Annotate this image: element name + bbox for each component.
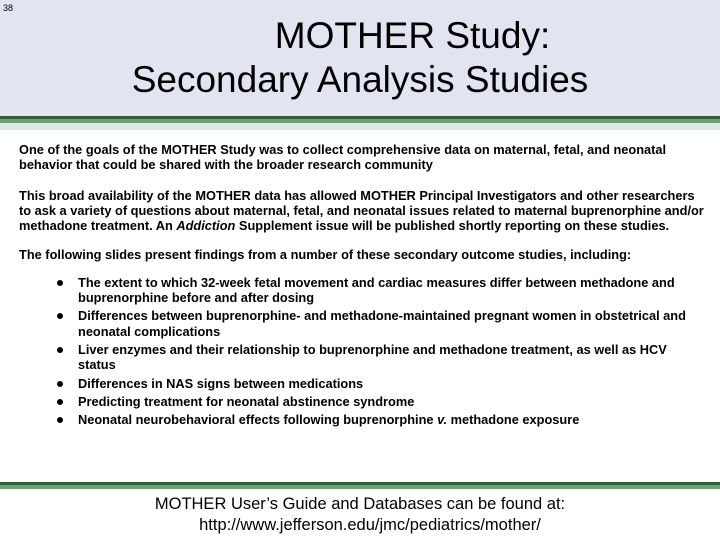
list-item [19,308,704,339]
footer-note [0,494,720,536]
paragraph-goals: One of the goals of the MOTHER Study was to collect comprehensive data on maternal, fetal, and neonatal behavior that could be shared with the broader research community [19,142,667,173]
slide-number: 38 [3,3,14,13]
journal-name: Addiction [176,218,236,234]
list-item-text: Differences in NAS signs between medications [78,375,364,391]
footer-url[interactable]: http://www.jefferson.edu/jmc/pediatrics/mother/ [199,516,541,534]
bullet-icon [57,417,63,423]
slide-title-line1: MOTHER Study: [274,15,551,56]
paragraph-availability-text-end: Supplement issue will be published shortly reporting on these studies. [235,218,670,234]
list-item-text: The extent to which 32-week fetal movement and cardiac measures differ between methadone and buprenorphine before and after dosing [78,274,675,306]
paragraph-availability [19,188,709,234]
bullet-list [19,275,709,428]
bullet-icon [57,381,63,387]
list-item-text-end: methadone exposure [447,412,580,428]
bullet-icon [57,280,63,286]
footer-divider-green [0,485,720,489]
paragraph-availability-text: This broad availability of the MOTHER data has allowed MOTHER Principal Investigators and other researchers to ask a variety of questions about maternal, fetal, and neonatal issues related to maternal buprenorphine and/or methadone treatment. An [19,187,704,234]
list-item-text: Neonatal neurobehavioral effects following buprenorphine [78,412,438,428]
list-item-text: Liver enzymes and their relationship to buprenorphine and methadone treatment, as well as HCV status [78,341,667,373]
slide-title [0,14,720,102]
list-item [19,275,704,306]
list-item [19,412,704,427]
bullet-icon [57,399,63,405]
list-item [19,394,704,409]
list-item-text: Predicting treatment for neonatal abstinence syndrome [78,393,415,409]
bullet-icon [57,313,63,319]
footer-line1: MOTHER User’s Guide and Databases can be found at: [154,495,566,513]
header-divider-light [0,123,720,130]
bullet-icon [57,347,63,353]
list-item-text: Differences between buprenorphine- and methadone-maintained pregnant women in obstetrical and neonatal complications [78,308,686,339]
slide-body [19,142,709,430]
paragraph-intro: The following slides present findings from a number of these secondary outcome studies, including: [19,247,632,263]
list-item-italic: v. [437,412,448,428]
list-item [19,376,704,391]
list-item [19,342,704,373]
title-header [0,0,720,116]
slide-title-line2: Secondary Analysis Studies [131,59,589,100]
